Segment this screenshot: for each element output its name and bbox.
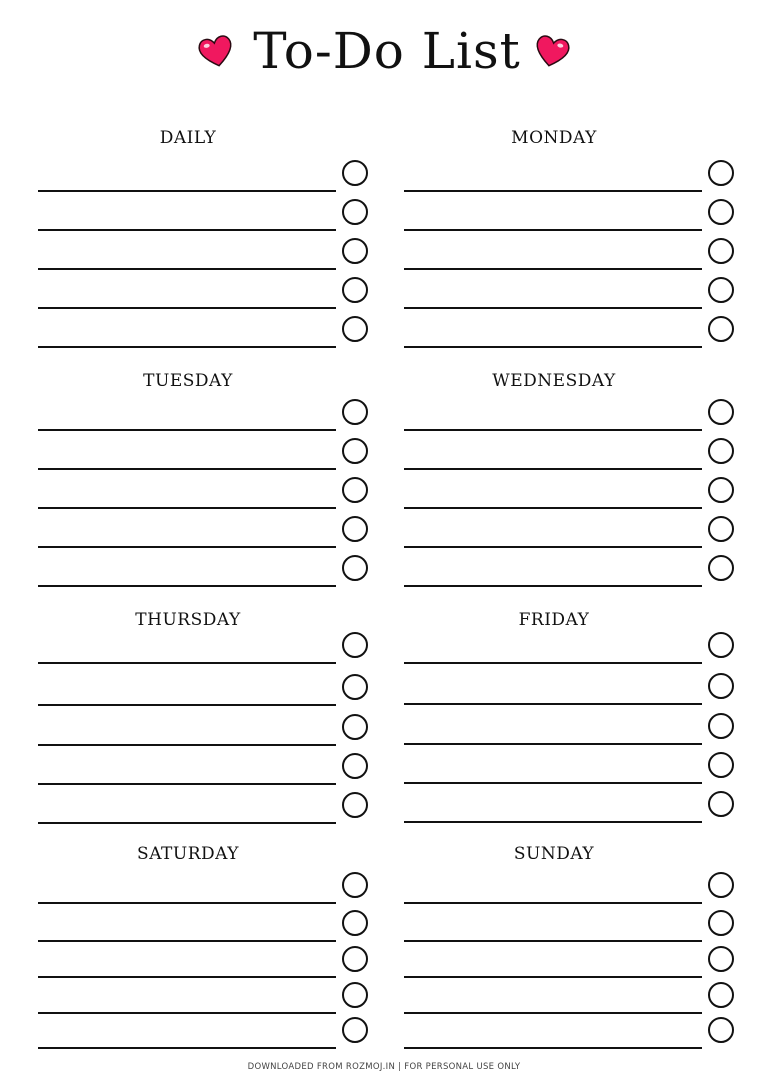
task-row[interactable] bbox=[38, 794, 368, 824]
task-line[interactable] bbox=[404, 1012, 702, 1014]
task-row[interactable] bbox=[38, 634, 368, 664]
task-row[interactable] bbox=[404, 912, 734, 942]
task-row[interactable] bbox=[38, 557, 368, 587]
checkbox[interactable] bbox=[342, 982, 368, 1008]
task-line[interactable] bbox=[404, 190, 702, 192]
task-row[interactable] bbox=[404, 279, 734, 309]
task-line[interactable] bbox=[404, 782, 702, 784]
checkbox[interactable] bbox=[708, 199, 734, 225]
checkbox[interactable] bbox=[708, 555, 734, 581]
checkbox[interactable] bbox=[708, 982, 734, 1008]
task-line[interactable] bbox=[404, 743, 702, 745]
task-row[interactable] bbox=[404, 401, 734, 431]
task-line[interactable] bbox=[404, 229, 702, 231]
task-line[interactable] bbox=[404, 546, 702, 548]
checkbox[interactable] bbox=[342, 160, 368, 186]
task-line[interactable] bbox=[38, 704, 336, 706]
task-line[interactable] bbox=[404, 346, 702, 348]
task-row[interactable] bbox=[38, 912, 368, 942]
checkbox[interactable] bbox=[708, 946, 734, 972]
task-row[interactable] bbox=[38, 1019, 368, 1049]
task-row[interactable] bbox=[404, 1019, 734, 1049]
checkbox[interactable] bbox=[708, 316, 734, 342]
task-row[interactable] bbox=[404, 557, 734, 587]
task-row[interactable] bbox=[38, 318, 368, 348]
checkbox[interactable] bbox=[708, 1017, 734, 1043]
section-title: DAILY bbox=[159, 128, 217, 148]
checkbox[interactable] bbox=[708, 516, 734, 542]
checkbox[interactable] bbox=[708, 791, 734, 817]
checkbox[interactable] bbox=[342, 277, 368, 303]
checkbox[interactable] bbox=[708, 160, 734, 186]
checkbox[interactable] bbox=[708, 752, 734, 778]
checkbox[interactable] bbox=[342, 674, 368, 700]
heart-icon bbox=[194, 30, 238, 71]
task-row[interactable] bbox=[404, 440, 734, 470]
task-row[interactable] bbox=[404, 948, 734, 978]
task-line[interactable] bbox=[38, 346, 336, 348]
task-line[interactable] bbox=[404, 703, 702, 705]
heart-icon bbox=[530, 30, 574, 71]
task-row[interactable] bbox=[38, 676, 368, 706]
task-line[interactable] bbox=[404, 1047, 702, 1049]
task-line[interactable] bbox=[404, 468, 702, 470]
task-row[interactable] bbox=[38, 440, 368, 470]
task-line[interactable] bbox=[38, 822, 336, 824]
task-line[interactable] bbox=[404, 662, 702, 664]
checkbox[interactable] bbox=[708, 477, 734, 503]
task-row[interactable] bbox=[38, 984, 368, 1014]
task-line[interactable] bbox=[38, 429, 336, 431]
task-row[interactable] bbox=[38, 201, 368, 231]
checkbox[interactable] bbox=[708, 910, 734, 936]
checkbox[interactable] bbox=[708, 713, 734, 739]
checkbox[interactable] bbox=[342, 516, 368, 542]
task-line[interactable] bbox=[38, 268, 336, 270]
task-line[interactable] bbox=[404, 976, 702, 978]
task-row[interactable] bbox=[38, 755, 368, 785]
checkbox[interactable] bbox=[342, 714, 368, 740]
checkbox[interactable] bbox=[342, 438, 368, 464]
task-row[interactable] bbox=[404, 793, 734, 823]
checkbox[interactable] bbox=[342, 872, 368, 898]
checkbox[interactable] bbox=[708, 238, 734, 264]
task-row[interactable] bbox=[404, 479, 734, 509]
task-row[interactable] bbox=[38, 162, 368, 192]
checkbox[interactable] bbox=[342, 199, 368, 225]
checkbox[interactable] bbox=[708, 632, 734, 658]
task-line[interactable] bbox=[38, 940, 336, 942]
task-row[interactable] bbox=[38, 874, 368, 904]
task-line[interactable] bbox=[38, 307, 336, 309]
task-line[interactable] bbox=[404, 429, 702, 431]
section-title: SATURDAY bbox=[137, 844, 239, 864]
task-line[interactable] bbox=[404, 507, 702, 509]
task-row[interactable] bbox=[404, 754, 734, 784]
section-title: SUNDAY bbox=[513, 844, 595, 864]
task-line[interactable] bbox=[38, 1012, 336, 1014]
section-title: MONDAY bbox=[511, 128, 597, 148]
checkbox[interactable] bbox=[342, 477, 368, 503]
checkbox[interactable] bbox=[342, 632, 368, 658]
task-line[interactable] bbox=[404, 940, 702, 942]
task-row[interactable] bbox=[38, 240, 368, 270]
checkbox[interactable] bbox=[708, 673, 734, 699]
task-row[interactable] bbox=[404, 318, 734, 348]
checkbox[interactable] bbox=[342, 946, 368, 972]
task-line[interactable] bbox=[38, 507, 336, 509]
task-row[interactable] bbox=[404, 201, 734, 231]
task-row[interactable] bbox=[38, 401, 368, 431]
task-line[interactable] bbox=[38, 1047, 336, 1049]
task-row[interactable] bbox=[404, 675, 734, 705]
header bbox=[0, 22, 768, 80]
task-row[interactable] bbox=[404, 518, 734, 548]
task-line[interactable] bbox=[404, 585, 702, 587]
task-row[interactable] bbox=[404, 240, 734, 270]
checkbox[interactable] bbox=[342, 399, 368, 425]
task-line[interactable] bbox=[38, 744, 336, 746]
task-row[interactable] bbox=[404, 634, 734, 664]
task-line[interactable] bbox=[38, 546, 336, 548]
checkbox[interactable] bbox=[708, 277, 734, 303]
task-row[interactable] bbox=[404, 715, 734, 745]
section-title: FRIDAY bbox=[518, 610, 590, 630]
task-line[interactable] bbox=[404, 268, 702, 270]
checkbox[interactable] bbox=[708, 438, 734, 464]
checkbox[interactable] bbox=[342, 316, 368, 342]
checkbox[interactable] bbox=[708, 399, 734, 425]
checkbox[interactable] bbox=[342, 792, 368, 818]
task-line[interactable] bbox=[38, 468, 336, 470]
task-row[interactable] bbox=[404, 874, 734, 904]
page-title: To-Do List bbox=[253, 22, 521, 80]
task-row[interactable] bbox=[404, 984, 734, 1014]
task-row[interactable] bbox=[38, 716, 368, 746]
task-line[interactable] bbox=[38, 190, 336, 192]
checkbox[interactable] bbox=[342, 910, 368, 936]
task-line[interactable] bbox=[404, 902, 702, 904]
checkbox[interactable] bbox=[342, 555, 368, 581]
footer-note: DOWNLOADED FROM ROZMOJ.IN | FOR PERSONAL USE ONLY bbox=[247, 1062, 521, 1072]
task-line[interactable] bbox=[38, 229, 336, 231]
checkbox[interactable] bbox=[342, 753, 368, 779]
task-row[interactable] bbox=[38, 948, 368, 978]
task-line[interactable] bbox=[38, 662, 336, 664]
task-line[interactable] bbox=[38, 902, 336, 904]
task-row[interactable] bbox=[38, 279, 368, 309]
task-line[interactable] bbox=[404, 821, 702, 823]
task-line[interactable] bbox=[404, 307, 702, 309]
section-title: TUESDAY bbox=[143, 371, 233, 391]
task-row[interactable] bbox=[38, 518, 368, 548]
section-title: THURSDAY bbox=[135, 610, 241, 630]
section-title: WEDNESDAY bbox=[492, 371, 616, 391]
task-line[interactable] bbox=[38, 585, 336, 587]
checkbox[interactable] bbox=[708, 872, 734, 898]
checkbox[interactable] bbox=[342, 1017, 368, 1043]
checkbox[interactable] bbox=[342, 238, 368, 264]
task-line[interactable] bbox=[38, 976, 336, 978]
task-row[interactable] bbox=[38, 479, 368, 509]
task-row[interactable] bbox=[404, 162, 734, 192]
task-line[interactable] bbox=[38, 783, 336, 785]
